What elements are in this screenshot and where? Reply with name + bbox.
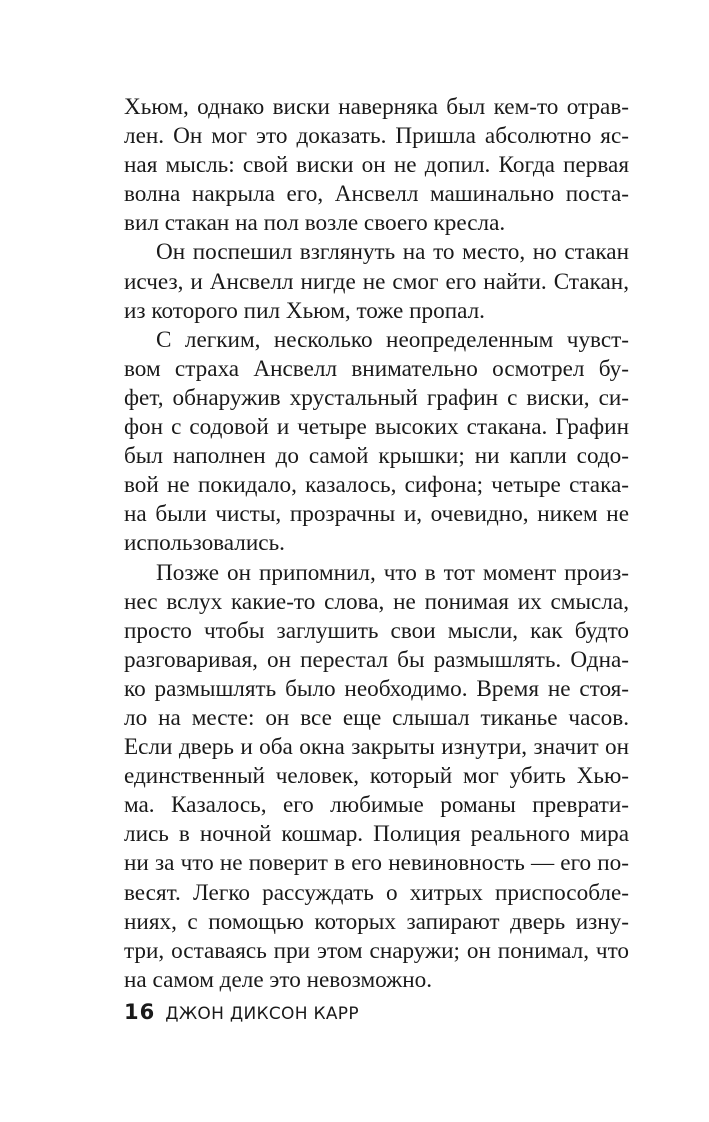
text-line: на самом деле это невозможно. <box>124 966 433 993</box>
running-title: ДЖОН ДИКСОН КАРР <box>165 1004 359 1024</box>
text-line: вом страха Ансвелл внимательно осмотрел бу- <box>124 355 629 382</box>
text-line: три, оставаясь при этом снаружи; он понимал, что <box>124 937 629 964</box>
text-line: Если дверь и оба окна закрыты изнутри, значит он <box>124 734 629 761</box>
paragraph <box>124 559 629 995</box>
text-line: вил стакан на пол возле своего кресла. <box>124 210 506 237</box>
text-line: ная мысль: свой виски он не допил. Когда первая <box>124 152 629 179</box>
text-line: лен. Он мог это доказать. Пришла абсолютно яс- <box>124 123 629 150</box>
text-line: весят. Легко рассуждать о хитрых приспособле- <box>124 879 629 906</box>
paragraph <box>124 238 629 325</box>
text-line: из которого пил Хьюм, тоже пропал. <box>124 297 485 324</box>
text-line: был наполнен до самой крышки; ни капли содо- <box>124 443 629 470</box>
text-line: фет, обнаружив хрустальный графин с виски, си- <box>124 384 629 411</box>
text-line: ло на месте: он все еще слышал тиканье часов. <box>124 704 629 731</box>
text-line: вой не покидало, казалось, сифона; четыре стака- <box>124 472 629 499</box>
text-line: на были чисты, прозрачны и, очевидно, никем не <box>124 501 629 528</box>
text-line: Хьюм, однако виски наверняка был кем-то отрав- <box>124 94 629 120</box>
page-number: 16 <box>124 1000 156 1024</box>
text-line: фон с содовой и четыре высоких стакана. Графин <box>124 414 629 441</box>
text-line: ко размышлять было необходимо. Время не стоя- <box>124 675 629 702</box>
paragraph <box>124 93 629 238</box>
page-footer <box>124 1000 359 1026</box>
text-line: С легким, несколько неопределенным чувст- <box>156 326 629 353</box>
paragraph <box>124 326 629 559</box>
text-line: Он поспешил взглянуть на то место, но стакан <box>156 239 629 266</box>
text-line: исчез, и Ансвелл нигде не смог его найти. Стакан, <box>124 268 629 295</box>
text-line: ма. Казалось, его любимые романы преврати- <box>124 792 629 819</box>
body-text <box>124 93 629 995</box>
text-line: лись в ночной кошмар. Полиция реального мира <box>124 821 629 848</box>
text-line: просто чтобы заглушить свои мысли, как будто <box>124 617 629 644</box>
text-line: единственный человек, который мог убить Хью- <box>124 763 629 790</box>
text-line: Позже он припомнил, что в тот момент произ- <box>156 559 629 586</box>
text-line: волна накрыла его, Ансвелл машинально поста- <box>124 181 629 208</box>
text-line: нес вслух какие-то слова, не понимая их смысла, <box>124 588 629 615</box>
text-line: использовались. <box>124 530 285 557</box>
text-line: ниях, с помощью которых запирают дверь изну- <box>124 908 629 935</box>
text-line: ни за что не поверит в его невиновность — его по- <box>124 850 629 877</box>
text-line: разговаривая, он перестал бы размышлять. Одна- <box>124 646 629 673</box>
